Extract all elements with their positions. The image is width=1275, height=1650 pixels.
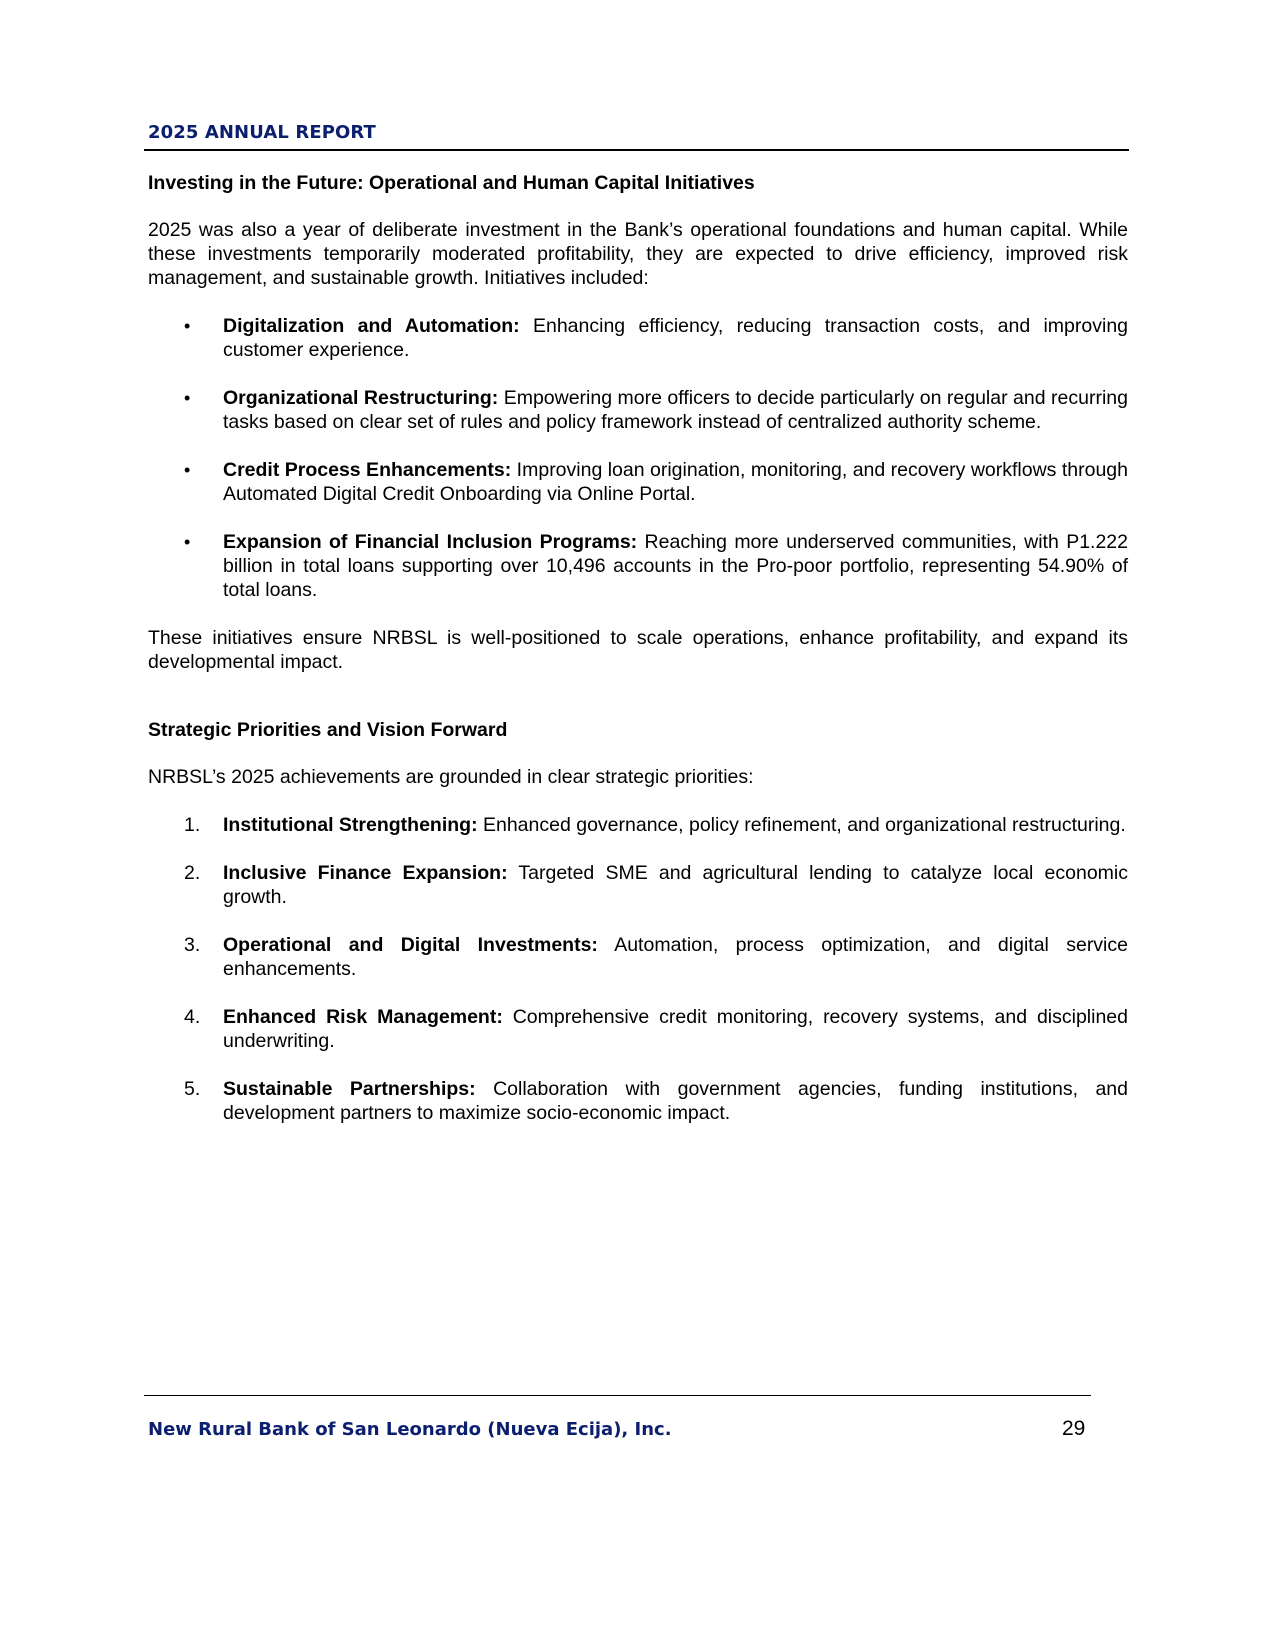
item-text: Comprehensive credit monitoring, recovery systems, and disciplined underwriting.	[223, 1006, 1128, 1052]
item-number: 1.	[184, 814, 201, 836]
footer-divider	[144, 1395, 1091, 1396]
item-text: Targeted SME and agricultural lending to catalyze local economic growth.	[223, 862, 1128, 908]
list-item	[148, 530, 1128, 602]
item-text: Automation, process optimization, and digital service enhancements.	[223, 934, 1128, 980]
list-item	[148, 813, 1128, 837]
list-item	[148, 314, 1128, 362]
list-item	[148, 386, 1128, 434]
page-number: 29	[1062, 1417, 1086, 1440]
item-lead: Operational and Digital Investments:	[223, 934, 598, 956]
section-heading-strategic: Strategic Priorities and Vision Forward	[148, 719, 508, 741]
item-text: Empowering more officers to decide particularly on regular and recurring tasks based on clear set of rules and policy framework instead of centralized authority scheme.	[223, 387, 1128, 433]
item-number: 2.	[184, 862, 201, 884]
page-content	[148, 171, 1128, 1149]
item-lead: Inclusive Finance Expansion:	[223, 862, 508, 884]
item-lead: Sustainable Partnerships:	[223, 1078, 476, 1100]
item-lead: Credit Process Enhancements:	[223, 459, 512, 481]
list-item	[148, 1077, 1128, 1125]
section-intro-strategic: NRBSL’s 2025 achievements are grounded in clear strategic priorities:	[148, 766, 754, 788]
item-number: 3.	[184, 934, 201, 956]
bullet-icon: •	[184, 532, 191, 552]
item-text: Improving loan origination, monitoring, and recovery workflows through Automated Digital Credit Onboarding via Online Portal.	[223, 459, 1128, 505]
bullet-icon: •	[184, 460, 191, 480]
footer-bank-name: New Rural Bank of San Leonardo (Nueva Ecija), Inc.	[148, 1419, 672, 1440]
item-text: Enhanced governance, policy refinement, and organizational restructuring.	[477, 814, 1126, 836]
item-lead: Digitalization and Automation:	[223, 315, 520, 337]
item-text: Enhancing efficiency, reducing transaction costs, and improving customer experience.	[223, 315, 1129, 361]
item-lead: Organizational Restructuring:	[223, 387, 499, 409]
section-heading-investing: Investing in the Future: Operational and Human Capital Initiatives	[148, 172, 755, 194]
initiatives-bullet-list	[148, 314, 1128, 602]
item-lead: Expansion of Financial Inclusion Programs:	[223, 531, 638, 553]
list-item	[148, 933, 1128, 981]
item-lead: Enhanced Risk Management:	[223, 1006, 503, 1028]
header-divider	[144, 149, 1129, 151]
item-number: 4.	[184, 1006, 201, 1028]
section-spacer	[148, 698, 1128, 718]
bullet-icon: •	[184, 316, 191, 336]
item-text: Reaching more underserved communities, with P1.222 billion in total loans supporting over 10,496 accounts in the Pro-poor portfolio, representing 54.90% of total loans.	[223, 531, 1129, 601]
list-item	[148, 861, 1128, 909]
item-lead: Institutional Strengthening:	[223, 814, 478, 836]
section-intro-investing: 2025 was also a year of deliberate investment in the Bank’s operational foundations and human capital. While these investments temporarily moderated profitability, they are expected to drive efficiency, improved risk management, and sustainable growth. Initiatives included:	[148, 219, 1128, 289]
section-closing-investing: These initiatives ensure NRBSL is well-positioned to scale operations, enhance profitability, and expand its developmental impact.	[148, 627, 1128, 673]
item-text: Collaboration with government agencies, funding institutions, and development partners to maximize socio-economic impact.	[223, 1078, 1128, 1124]
item-number: 5.	[184, 1078, 201, 1100]
list-item	[148, 458, 1128, 506]
bullet-icon: •	[184, 388, 191, 408]
list-item	[148, 1005, 1128, 1053]
priorities-numbered-list	[148, 813, 1128, 1125]
report-header-title: 2025 ANNUAL REPORT	[148, 122, 376, 143]
